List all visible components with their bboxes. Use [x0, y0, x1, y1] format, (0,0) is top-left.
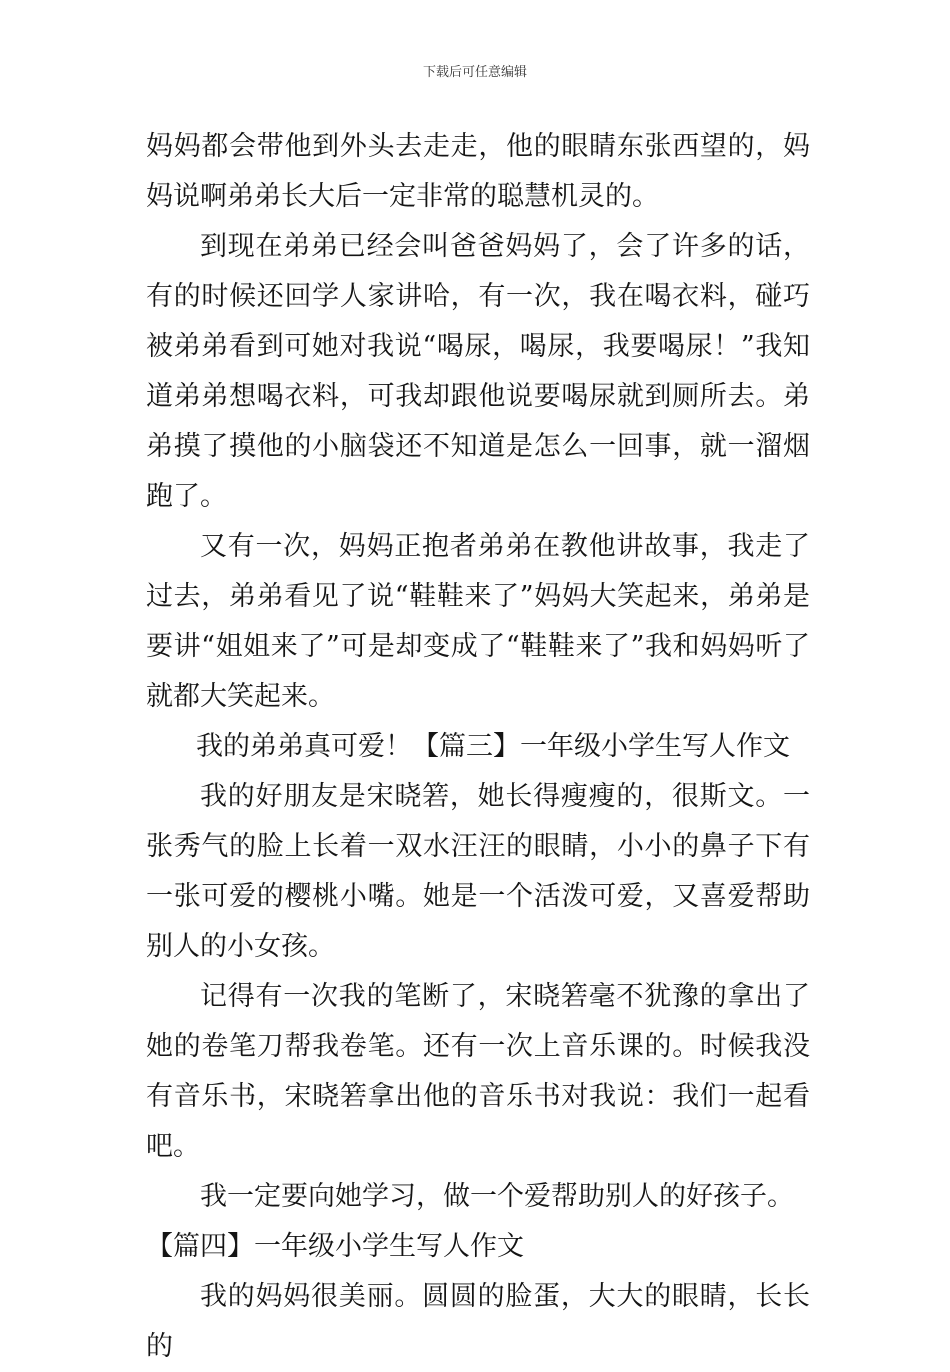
paragraph-good-friend: 我的好朋友是宋晓箬，她长得瘦瘦的，很斯文。一张秀气的脸上长着一双水汪汪的眼睛，小小的鼻子下有一张可爱的樱桃小嘴。她是一个活泼可爱，又喜爱帮助别人的小女孩。	[146, 781, 810, 962]
paragraph-helping: 记得有一次我的笔断了，宋晓箬毫不犹豫的拿出了她的卷笔刀帮我卷笔。还有一次上音乐课的。时候我没有音乐书，宋晓箬拿出他的音乐书对我说：我们一起看吧。	[146, 981, 810, 1162]
body-text	[146, 122, 810, 1372]
paragraph-brother-speaking: 到现在弟弟已经会叫爸爸妈妈了，会了许多的话，有的时候还回学人家讲哈，有一次，我在喝衣料，碰巧被弟弟看到可她对我说“喝尿，喝尿，我要喝尿！”我知道弟弟想喝衣料，可我却跟他说要喝尿就到厕所去。弟弟摸了摸他的小脑袋还不知道是怎么一回事，就一溜烟跑了。	[146, 231, 810, 512]
paragraph-resolution: 我一定要向她学习，做一个爱帮助别人的好孩子。	[200, 1181, 794, 1212]
paragraph-story-time: 又有一次，妈妈正抱者弟弟在教他讲故事，我走了过去，弟弟看见了说“鞋鞋来了”妈妈大笑起来，弟弟是要讲“姐姐来了”可是却变成了“鞋鞋来了”我和妈妈听了就都大笑起来。	[146, 531, 810, 712]
section-heading-part-three: 我的弟弟真可爱！【篇三】一年级小学生写人作文	[196, 731, 790, 762]
page-header: 下载后可任意编辑	[422, 65, 527, 80]
paragraph-mother: 我的妈妈很美丽。圆圆的脸蛋，大大的眼睛，长长的	[146, 1281, 810, 1362]
paragraph-continuation: 妈妈都会带他到外头去走走，他的眼睛东张西望的，妈妈说啊弟弟长大后一定非常的聪慧机灵的。	[146, 131, 810, 212]
section-heading-part-four: 【篇四】一年级小学生写人作文	[146, 1231, 524, 1262]
